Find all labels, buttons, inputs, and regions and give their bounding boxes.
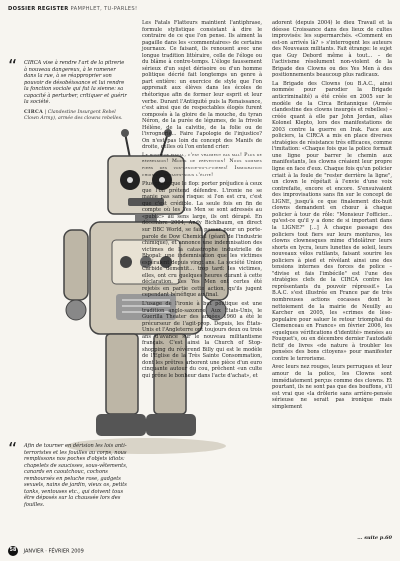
- section-subtitle: PAMPHLET, TU-PARLES!: [70, 6, 138, 12]
- issue-date: JANVIER · FÉVRIER 2009: [23, 548, 84, 555]
- image-caption: [24, 110, 128, 122]
- article-column-3: [272, 20, 392, 412]
- paragraph: La Brigade des Clowns (ou B.A.C., ainsi nommée pour parodier la Brigade anticriminalité) a été créée en 2005 sur le modèle de la Circa Britannique (Armée clandestine des clowns insurgés et rebelles) – créée quant à elle par John Jordan, alias Kolonel Klepto, lors des manifestations de 2003 contre la guerre en Irak. Face aux policiers, la CIRCA a mis en place diverses stratégies de résistance très efficaces, comme l'imitation: «Chaque fois que la police formait une ligne pour barrer le chemin aux manifestants, les clowns créaient leur propre ligne en face d'eux. Chaque fois qu'un policier criait à la foule de "rester derrière la ligne", un clown le répétait à l'envie d'une voix contrefaite, encore et encore. S'ensuivaient des improvisations sans fin sur le concept de LIGNE, jusqu'à ce que finalement dix-huit clowns demandent en chœur à chaque policier à tour de rôle: "Monsieur l'officier... qu'est-ce qu'il y a donc de si important dans la LIGNE?" [...] À chaque passage des policiers tout fiers sur leurs montures, les clowns clownesques mime d'idolâtrer leurs shorts en lycra, leurs lunettes de soleil, leurs nouveaux vélos rutilants, faisant sourire les policiers à pied et révélant ainsi une des tensions internes des forces de police – "divise et fais l'imbécile" est l'une des stratégies clefs de la CIRCA contre les représentants du pouvoir répressif.» La B.A.C. s'est illustrée en France par de très nombreuses actions cocasses dont le nettoiement de la mairie de Neuilly au Karcher en 2005, les «crimes de lèse-populaire pour saluer le retour triomphal du Clemenceau en France» en février 2006, les «quelques vérifications d'identité» menées au Fouquet's, ou en décembre dernier l'autodafé fictif de livres «de nature à troubler les pensées des bons citoyens» pour manifester contre le terrorisme.: [272, 80, 392, 362]
- pull-quote-text: CIRCA vise à rendre l'art de la pitrerie à nouveau dangereux, à le ramener dans la rue, à se réapproprier son pouvoir de désobéissance et lui rendre la fonction sociale qui fut la sienne: sa capacité à perturber, critiquer et guérir la société.: [24, 60, 127, 105]
- article-column-2: [142, 20, 262, 382]
- continued-note: ... suite p.60: [357, 535, 392, 541]
- section-tag: DOSSIER REGISTER: [8, 6, 69, 12]
- paragraph: adorent (depuis 2004) le dieu Travail et la déesse Croissance dans des lieux de cultes improvisés: les supermarchés. «Comment en est-on arrivés là? » s'interrogent les auteurs des Nouveaux militants. Fait étrange: le sujet que Guy Debord même à tout... – de l'activisme résolument non-violent de la Brigade des Clowns ou des Yes Men à des positionnements beaucoup plus radicaux.: [272, 20, 392, 79]
- paragraph: Plus grave que le flop: porter préjudice à ceux que l'on prétend défendre. L'ironie ne se manie pas sans risque: si l'on est cru, c'est que c'est crédible. La seule fois en fin de compte où les Yes Men se sont adressés au «public» au sens large, ils ont dérapé. En décembre 2004, Andy Bichlbaum, en direct sur BBC World, se fait passer pour un porte-parole de Dow Chemical (géant de l'industrie chimique), et annonce une indemnisation des victimes de la catastrophe industrielle de Bhopal: une indemnisation que les victimes espéraient depuis vingt ans. La société Union Carbide démentit... trop tard: les victimes, elles, ont cru quelques heures durant à cette déclaration. Les Yes Men ont certes été rejetés en partie cette action, qu'ils jugent cependant bénéfique au final.: [142, 181, 262, 299]
- quote-mark-icon: “: [8, 56, 18, 77]
- paragraph: L'usage de l'ironie à but politique est une tradition anglo-saxonne. Aux États-Unis, le Guerilla Theater des années 1960 a été le précurseur de l'agit-prop. Depuis, les États-Unis et l'Angleterre ont toujours deux ou trois ans d'avance sur le nouveau militantisme français. C'est ainsi la Church of Stop-shopping du révérend Billy qui est le modèle de l'Église de la Très Sainte Consommation, dont les prêtres arborent une pièce d'un euro cinquante autour du cou, prêchent «un culte qui prône le bonheur dans l'acte d'achat», et: [142, 300, 262, 379]
- pull-quote-text: Afin de tourner en dérision les lois anti-terroristes et les fouilles au corps, nous remplissons nos poches d'objets idiots: chapelets de saucisses, sous-vêtements, canards en caoutchouc, cochons remboursés en peluche rose, gadgets sexuels, nains de jardin, vieux os, petits tanks, ventouses etc., qui doivent tous être déposés sur la chaussée lors des fouilles.: [24, 443, 128, 508]
- pull-quote-bottom: [8, 439, 128, 508]
- page-footer: [8, 546, 392, 556]
- caption-text: | Clandestine Insurgent Rebel Clown Army), armée des clowns rebelles.: [24, 110, 123, 121]
- caption-label: CIRCA: [24, 110, 44, 115]
- paragraph: Avec leurs nez rouges, leurs perruques et leur amour de la police, les Clowns sont immédiatement perçus comme des clowns. Et pourtant, ils ne sont pas que des bouffons, s'il est vrai que «la drôlerie sans arrière-pensée sérieuse ne serait pas ironique mais simplement: [272, 364, 392, 410]
- pull-quote-top: [8, 56, 128, 106]
- page-number: 58: [8, 546, 18, 556]
- page-header: [8, 6, 392, 18]
- quote-mark-icon: “: [8, 439, 18, 460]
- paragraph: Les Fatals Flatteurs maintient l'antiphrase, formule stylistique consistant à dire le contraire de ce que l'on pense. Ils aiment la pagaille dans les «commentaires» de certains journaux. Ce faisant, ils renouent avec une longue tradition littéraire, celle de l'éloge ou du blâme à contre-temps. L'éloge faussement sérieux d'un sujet dérisoire ou d'un homme politique décrié fait longtemps un genre à part entière: un exercice de style que l'on apprenait aux élèves dans les écoles de rhétorique afin de former leur esprit et leur verbe. Durant l'Antiquité puis la Renaissance, c'est ainsi que de respectables élogés furent composés à la gloire de la mouche, du tyran Néron, de la purée de légumes, de la frivole Hélène, de la calvitie, de la folie ou de l'ivrognerie... Faire l'apologie de l'injustice? On n'est pas loin du concept des Manifs de droite, celles où l'on entend crier:: [142, 20, 262, 151]
- slogans: Le bonheur fiscal, c'est vraiment pas mal! Plus de répression! Moins de prévention! Nous sommes fiers des vos-lencie-po-li-cières! Immigration choisie!, enfants-nous l'élite!: [142, 152, 262, 178]
